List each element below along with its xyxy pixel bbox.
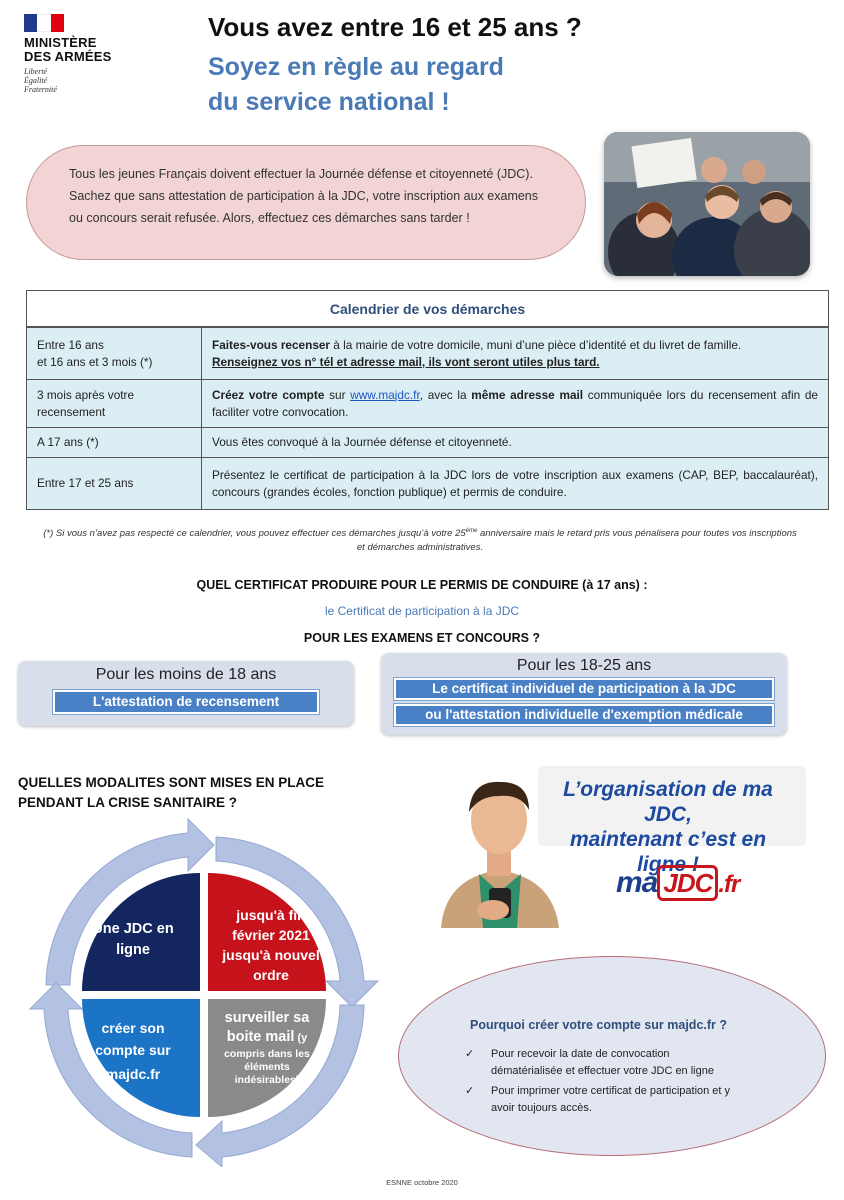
- under-18-title: Pour les moins de 18 ans: [95, 666, 277, 683]
- row-description: Créez votre compte sur www.majdc.fr, avec la même adresse mail communiquée lors du recensement afin de faciliter votre convocation.: [212, 387, 818, 419]
- document-credit: ESNNE octobre 2020: [386, 1178, 458, 1187]
- ad-slogan: L’organisation de ma JDC, maintenant c’est en ligne !: [563, 778, 773, 876]
- quadrant-check-mailbox: surveiller sa boite mail (y compris dans les éléments indésirables): [224, 1010, 310, 1086]
- exemption-attestation-label: ou l'attestation individuelle d'exemption médicale: [394, 704, 774, 726]
- row-when: Entre 17 et 25 ans: [27, 458, 202, 509]
- list-item: ✓ Pour recevoir la date de convocation dématérialisée et effectuer votre JDC en ligne: [465, 1046, 765, 1080]
- row-when: A 17 ans (*): [27, 428, 202, 457]
- page-title: Vous avez entre 16 et 25 ans ?: [208, 12, 582, 42]
- cycle-ring: [30, 819, 378, 1167]
- ministry-name-line2: DES ARMÉES: [24, 49, 112, 64]
- majdc-link[interactable]: www.majdc.fr: [350, 387, 420, 402]
- calendar-table: [26, 290, 829, 510]
- participation-certificate-label: Le certificat individuel de participation à la JDC: [394, 678, 774, 700]
- calendar-title: Calendrier de vos démarches: [27, 291, 828, 327]
- row-when: 3 mois après votre recensement: [27, 380, 202, 427]
- row-description: Vous êtes convoqué à la Journée défense et citoyenneté.: [212, 435, 512, 449]
- majdc-logo: ma JDC .fr: [616, 866, 740, 899]
- motto: Liberté Égalité Fraternité: [24, 67, 57, 94]
- row-description: Faites-vous recenser à la mairie de votre domicile, muni d’une pièce d’identité et du livret de famille. Renseignez vos n° tél et adresse mail, ils vont seront utiles plus tard.: [212, 337, 742, 369]
- under-18-box: [18, 661, 354, 726]
- table-row: [27, 327, 828, 379]
- calendar-footnote: (*) Si vous n’avez pas respecté ce calendrier, vous pouvez effectuer ces démarches jusqu’à votre 25ème anniversaire mais le retard pris vous pénalisera pour toutes vos inscriptions et démarches administratives.: [43, 528, 797, 554]
- table-row: [27, 457, 828, 509]
- row-description: Présentez le certificat de participation à la JDC lors de votre inscription aux examens (CAP, BEP, baccalauréat), concours (grandes écoles, fonction publique) et permis de conduire.: [212, 467, 818, 499]
- list-item: ✓ Pour imprimer votre certificat de participation et y avoir toujours accès.: [465, 1083, 765, 1117]
- crisis-cycle-diagram: [24, 815, 386, 1167]
- contact-reminder: Renseignez vos n° tél et adresse mail, ils vont seront utiles plus tard.: [212, 354, 600, 369]
- row-when: Entre 16 ans et 16 ans et 3 mois (*): [27, 328, 202, 379]
- table-row: [27, 427, 828, 457]
- quadrant-online-jdc: Une JDC en ligne: [92, 921, 174, 958]
- exams-heading: POUR LES EXAMENS ET CONCOURS ?: [303, 631, 541, 645]
- permis-heading: QUEL CERTIFICAT PRODUIRE POUR LE PERMIS DE CONDUIRE (à 17 ans) :: [196, 578, 648, 592]
- quadrant-create-account: créer son compte sur majdc.fr: [95, 1020, 171, 1082]
- table-row: [27, 379, 828, 427]
- quadrant-until-date: jusqu'à fin février 2021 jusqu'à nouvel ordre: [222, 907, 320, 983]
- recensement-attestation-label: L'attestation de recensement: [53, 690, 319, 714]
- ministry-logo: [24, 14, 144, 94]
- adult-box: [381, 653, 787, 735]
- page-subtitle: Soyez en règle au regard du service national !: [208, 53, 504, 116]
- french-flag-icon: [24, 14, 64, 32]
- permis-answer: le Certificat de participation à la JDC: [324, 604, 520, 618]
- check-icon: ✓: [465, 1085, 475, 1097]
- check-icon: ✓: [465, 1048, 475, 1060]
- crisis-heading: QUELLES MODALITES SONT MISES EN PLACE PENDANT LA CRISE SANITAIRE ?: [18, 775, 325, 810]
- why-title: Pourquoi créer votre compte sur majdc.fr ?: [470, 1018, 728, 1032]
- adult-title: Pour les 18-25 ans: [516, 657, 652, 674]
- ministry-name-line1: MINISTÈRE: [24, 35, 97, 50]
- intro-bubble: Tous les jeunes Français doivent effectuer la Journée défense et citoyenneté (JDC). Sachez que sans attestation de participation à la JDC, votre inscription aux examens ou concours serait refusée. Alors, effectuez ces démarches sans tarder !: [26, 145, 586, 260]
- young-people-photo: [604, 132, 810, 276]
